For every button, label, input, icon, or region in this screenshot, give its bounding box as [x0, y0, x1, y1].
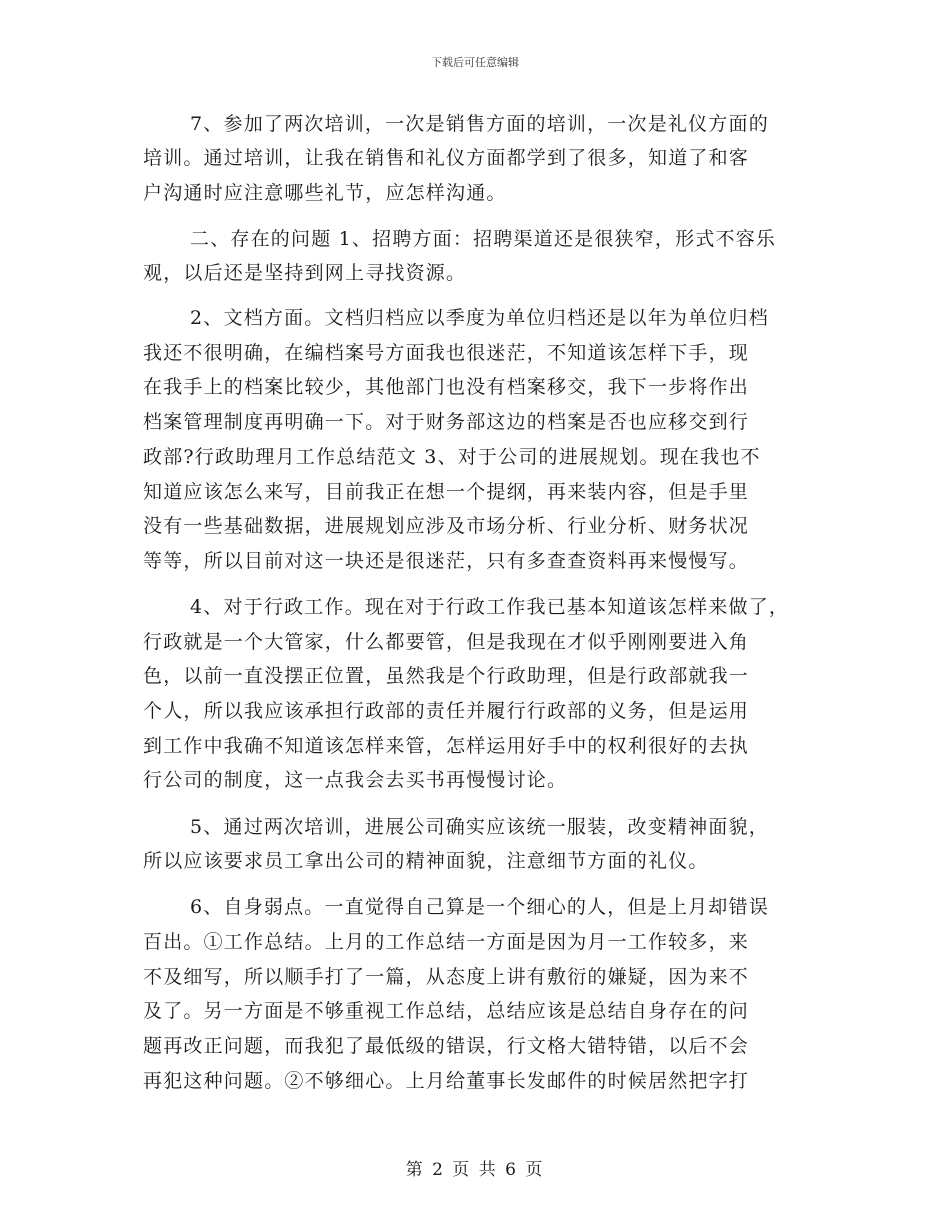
text-line: 等等，所以目前对这一块还是很迷茫，只有多查查资料再来慢慢写。: [143, 550, 750, 572]
text-line: 行公司的制度，这一点我会去买书再慢慢讨论。: [143, 769, 568, 791]
text-line: 7、参加了两次培训，一次是销售方面的培训，一次是礼仪方面的: [190, 113, 769, 135]
text-line: 在我手上的档案比较少，其他部门也没有档案移交，我下一步将作出: [143, 376, 750, 398]
text-line: 到工作中我确不知道该怎样来管，怎样运用好手中的权利很好的去执: [143, 735, 750, 757]
text-line: 我还不很明确，在编档案号方面我也很迷茫，不知道该怎样下手，现: [143, 342, 750, 364]
text-line: 二、存在的问题 1、招聘方面：招聘渠道还是很狭窄，形式不容乐: [190, 228, 777, 250]
text-line: 2、文档方面。文档归档应以季度为单位归档还是以年为单位归档: [190, 307, 769, 329]
text-line: 再犯这种问题。②不够细心。上月给董事长发邮件的时候居然把字打: [143, 1070, 750, 1092]
text-line: 培训。通过培训，让我在销售和礼仪方面都学到了很多，知道了和客: [143, 147, 750, 169]
text-line: 色，以前一直没摆正位置，虽然我是个行政助理，但是行政部就我一: [143, 665, 750, 687]
text-line: 政部?行政助理月工作总结范文 3、对于公司的进展规划。现在我也不: [143, 446, 761, 468]
page-header: 下载后可任意编辑: [431, 56, 519, 69]
text-line: 户沟通时应注意哪些礼节，应怎样沟通。: [143, 182, 507, 204]
page-number-footer: 第 2 页 共 6 页: [405, 1160, 545, 1180]
text-line: 及了。另一方面是不够重视工作总结，总结应该是总结自身存在的问: [143, 1000, 750, 1022]
text-line: 知道应该怎么来写，目前我正在想一个提纲，再来装内容，但是手里: [143, 481, 750, 503]
text-line: 档案管理制度再明确一下。对于财务部这边的档案是否也应移交到行: [143, 411, 750, 433]
text-line: 百出。①工作总结。上月的工作总结一方面是因为月一工作较多，来: [143, 931, 750, 953]
text-line: 观，以后还是坚持到网上寻找资源。: [143, 262, 467, 284]
text-line: 个人，所以我应该承担行政部的责任并履行行政部的义务，但是运用: [143, 700, 750, 722]
text-line: 行政就是一个大管家，什么都要管，但是我现在才似乎刚刚要进入角: [143, 631, 750, 653]
text-line: 6、自身弱点。一直觉得自己算是一个细心的人，但是上月却错误: [190, 896, 769, 918]
text-line: 4、对于行政工作。现在对于行政工作我已基本知道该怎样来做了，: [190, 596, 790, 618]
text-line: 没有一些基础数据，进展规划应涉及市场分析、行业分析、财务状况: [143, 515, 750, 537]
text-line: 5、通过两次培训，进展公司确实应该统一服装，改变精神面貌，: [190, 816, 769, 838]
text-line: 所以应该要求员工拿出公司的精神面貌，注意细节方面的礼仪。: [143, 850, 709, 872]
text-line: 不及细写，所以顺手打了一篇，从态度上讲有敷衍的嫌疑，因为来不: [143, 966, 750, 988]
text-line: 题再改正问题，而我犯了最低级的错误，行文格大错特错，以后不会: [143, 1035, 750, 1057]
